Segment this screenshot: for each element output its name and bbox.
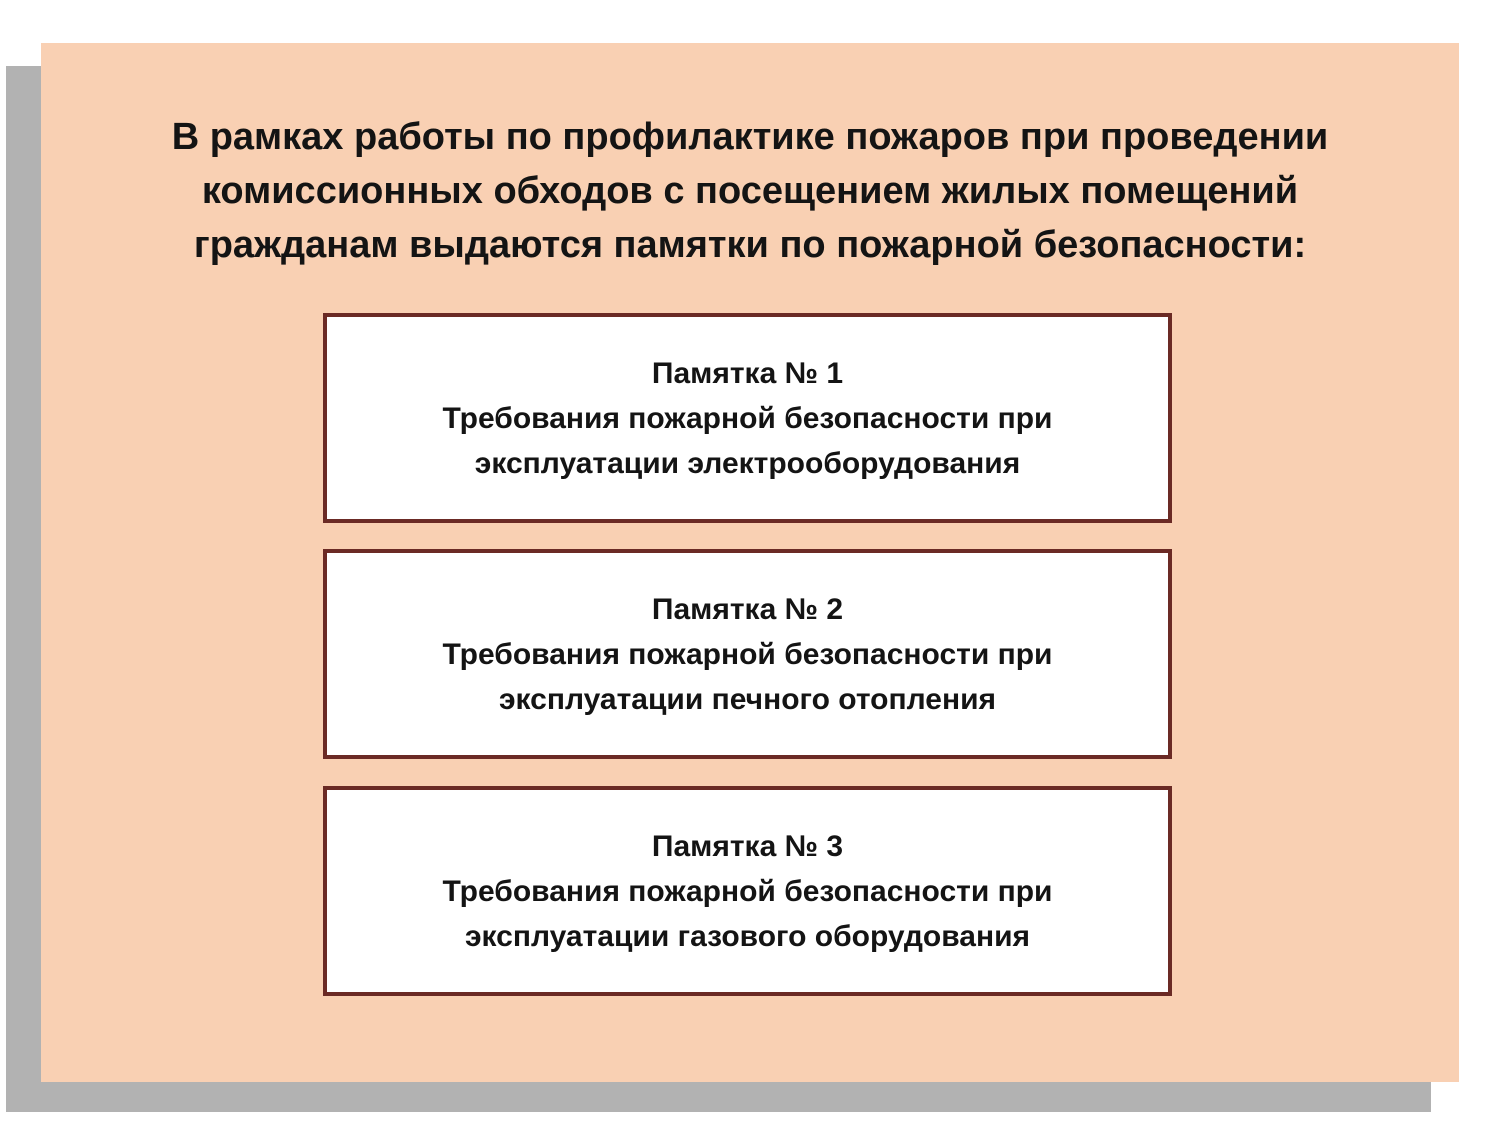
- memo-text-line: Требования пожарной безопасности при: [442, 637, 1053, 671]
- heading-line: В рамках работы по профилактике пожаров при проведении: [171, 116, 1329, 158]
- memo-text-line: эксплуатации печного отопления: [498, 682, 997, 716]
- memo-title: Памятка № 1: [651, 356, 844, 390]
- memo-box-3: [323, 786, 1172, 996]
- slide-heading: [100, 110, 1400, 272]
- memo-title: Памятка № 2: [651, 592, 844, 626]
- memo-box-2: [323, 549, 1172, 759]
- memo-text-line: Требования пожарной безопасности при: [442, 401, 1053, 435]
- memo-title: Памятка № 3: [651, 829, 844, 863]
- heading-line: комиссионных обходов с посещением жилых помещений: [201, 170, 1299, 212]
- heading-line: гражданам выдаются памятки по пожарной безопасности:: [193, 224, 1307, 266]
- memo-text-line: Требования пожарной безопасности при: [442, 874, 1053, 908]
- memo-box-1: [323, 313, 1172, 523]
- memo-text-line: эксплуатации электрооборудования: [474, 446, 1021, 480]
- memo-text-line: эксплуатации газового оборудования: [464, 919, 1031, 953]
